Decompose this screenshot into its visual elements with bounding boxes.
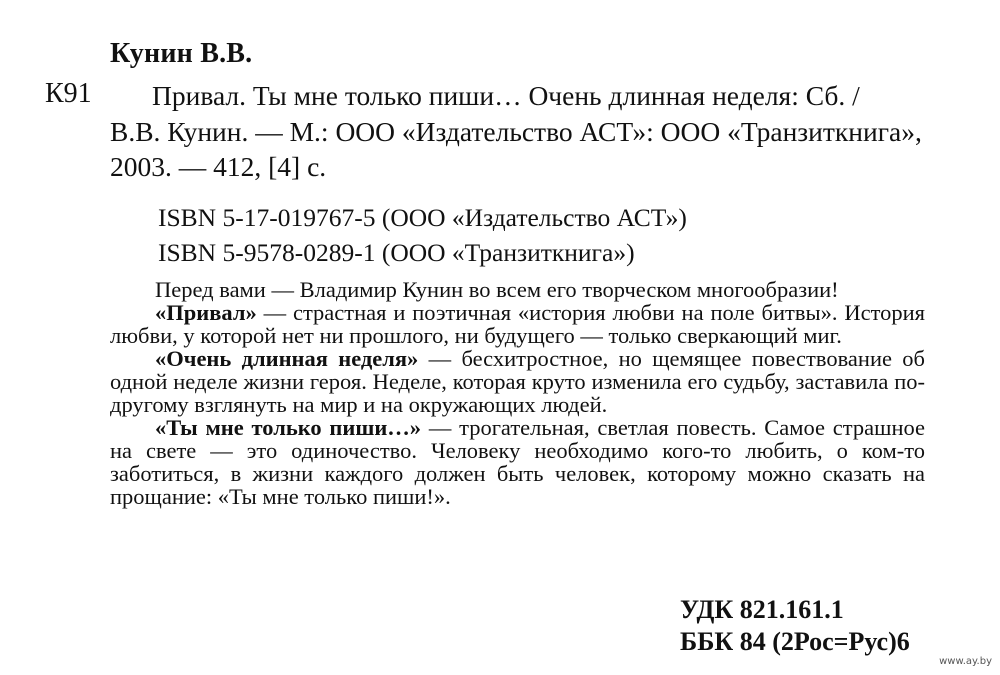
annotation-paragraph bbox=[110, 347, 925, 416]
bibliographic-description bbox=[110, 78, 940, 185]
isbn-line: ISBN 5-17-019767-5 (ООО «Издательство АСТ») bbox=[158, 203, 687, 232]
biblio-line: В.В. Кунин. — М.: ООО «Издательство АСТ»: ООО «Транзиткнига», bbox=[110, 115, 922, 147]
library-code: К91 bbox=[45, 78, 92, 109]
biblio-line: Привал. Ты мне только пиши… Очень длинная неделя: Сб. / bbox=[152, 80, 860, 111]
annotation-text: — бесхитростное, но щемящее повествование об одной неделе жизни героя. Неделе, которая круто изменила его судьбу, заставила по-другому взглянуть на мир и на окружающих людей. bbox=[110, 346, 925, 417]
work-title: «Ты мне только пиши…» bbox=[155, 415, 422, 440]
author-heading: Кунин В.В. bbox=[110, 38, 253, 69]
annotation-paragraph bbox=[110, 301, 925, 347]
isbn-block bbox=[158, 200, 687, 270]
annotation-paragraph bbox=[110, 416, 925, 508]
site-watermark: www.ay.by bbox=[939, 656, 992, 667]
annotation-intro: Перед вами — Владимир Кунин во всем его творческом многообразии! bbox=[155, 277, 839, 302]
biblio-line: 2003. — 412, [4] с. bbox=[110, 151, 327, 182]
bbk-code: ББК 84 (2Рос=Рус)6 bbox=[680, 627, 910, 656]
udk-code: УДК 821.161.1 bbox=[680, 595, 844, 624]
annotation-text: — страстная и поэтичная «история любви на поле битвы». История любви, у которой нет ни прошлого, ни будущего — только сверкающий миг. bbox=[110, 300, 925, 348]
work-title: «Привал» bbox=[155, 300, 257, 325]
isbn-line: ISBN 5-9578-0289-1 (ООО «Транзиткнига») bbox=[158, 238, 635, 267]
annotation bbox=[110, 278, 925, 508]
classification-codes bbox=[680, 594, 910, 658]
annotation-text: — трогательная, светлая повесть. Самое страшное на свете — это одиночество. Человеку необходимо кого-то любить, о ком-то заботиться, в жизни каждого должен быть человек, которому можно сказать на прощание: «Ты мне только пиши!». bbox=[110, 415, 925, 509]
work-title: «Очень длинная неделя» bbox=[155, 346, 419, 371]
